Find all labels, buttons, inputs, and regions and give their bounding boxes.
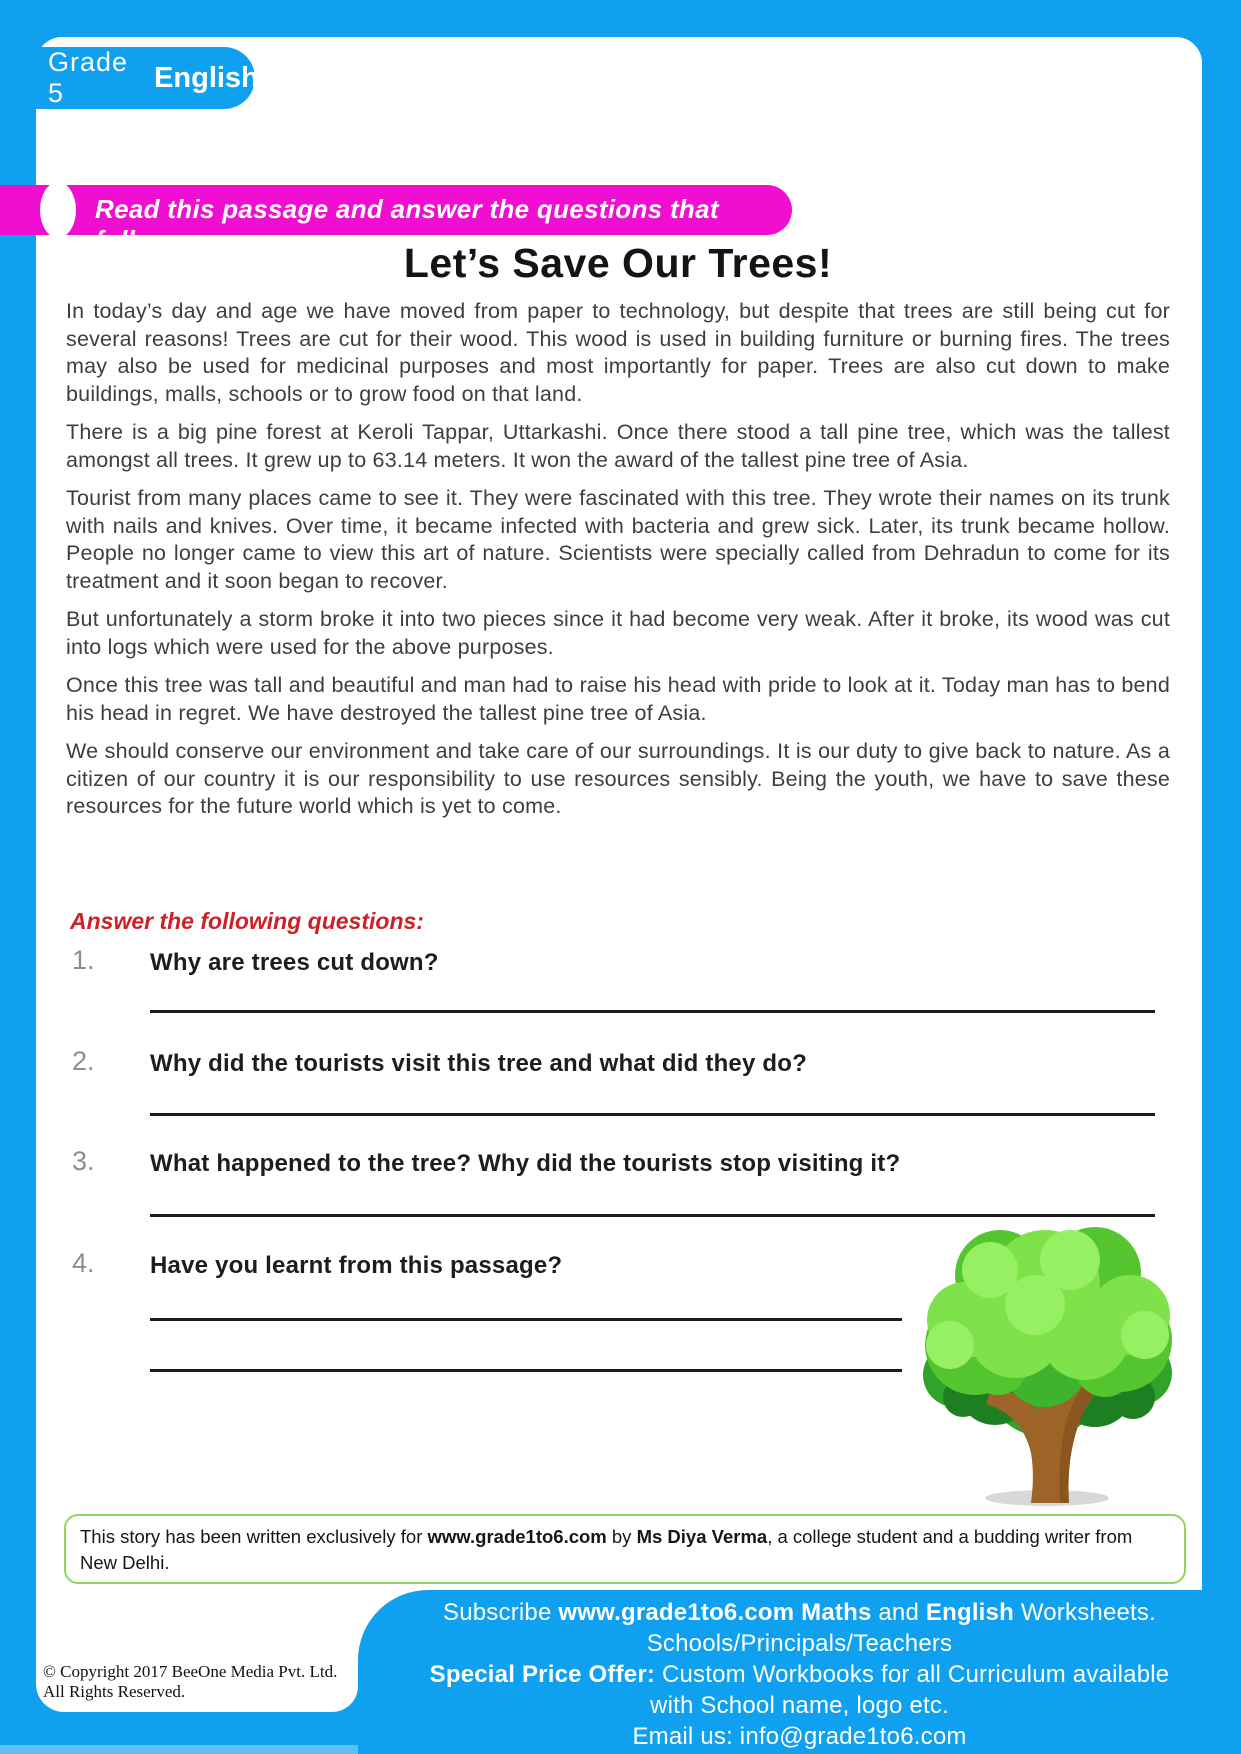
passage-paragraph: But unfortunately a storm broke it into two pieces since it had become very weak. After it broke, its wood was cut into logs which were used for the above purposes.	[66, 607, 1170, 659]
question-number: 4.	[72, 1248, 95, 1278]
footer-site-link: www.grade1to6.com Maths	[558, 1599, 872, 1626]
question-text: Why are trees cut down?	[150, 949, 439, 976]
footer-text-segment: Subscribe	[443, 1599, 559, 1626]
page-title: Let’s Save Our Trees!	[403, 240, 833, 286]
footer-text-segment: Custom Workbooks for all Curriculum available	[655, 1661, 1170, 1688]
answer-line	[150, 1318, 902, 1321]
tree-illustration	[895, 1215, 1195, 1510]
instruction-text: Read this passage and answer the questions that follows.	[95, 194, 719, 255]
footer-offer-line	[358, 1659, 1241, 1690]
grade-label: Grade 5	[48, 47, 129, 108]
passage-paragraph: Tourist from many places came to see it. They were fascinated with this tree. They wrote their names on its trunk with nails and knives. Over time, it became infected with bacteria and grew sick. Later, its trunk became hollow. People no longer came to view this art of nature. Scientists were specially called from Dehradun to come for its treatment and it soon began to recover.	[66, 486, 1170, 593]
question-row	[72, 945, 439, 977]
answer-line	[150, 1113, 1155, 1116]
footer-email-line: Email us: info@grade1to6.com	[632, 1723, 967, 1750]
copyright-line: All Rights Reserved.	[43, 1682, 186, 1701]
passage-paragraph: Once this tree was tall and beautiful and man had to raise his head with pride to look at it. Today man has to bend his head in regret. We have destroyed the tallest pine tree of Asia.	[66, 673, 1170, 725]
question-text: What happened to the tree? Why did the tourists stop visiting it?	[150, 1150, 901, 1177]
answer-line	[150, 1369, 902, 1372]
note-text: by	[606, 1526, 637, 1547]
bottom-edge-strip	[0, 1745, 358, 1754]
question-row	[72, 1248, 562, 1280]
question-text: Have you learnt from this passage?	[150, 1252, 563, 1279]
footer-subscribe-line	[358, 1597, 1241, 1628]
reading-passage	[66, 298, 1170, 832]
copyright-notice	[43, 1662, 353, 1702]
answer-line	[150, 1010, 1155, 1013]
footer-custom-line: with School name, logo etc.	[650, 1692, 949, 1719]
note-text: This story has been written exclusively for	[80, 1526, 428, 1547]
note-author: Ms Diya Verma	[636, 1526, 768, 1547]
note-text: , a college student and a budding writer from New Delhi.	[80, 1526, 1133, 1573]
question-row	[72, 1046, 807, 1078]
footer-text-segment: and	[871, 1599, 926, 1626]
note-site: www.grade1to6.com	[427, 1526, 607, 1547]
footer-audience-line: Schools/Principals/Teachers	[646, 1630, 953, 1657]
questions-heading: Answer the following questions:	[70, 908, 424, 934]
copyright-line: © Copyright 2017 BeeOne Media Pvt. Ltd.	[43, 1662, 338, 1681]
question-number: 2.	[72, 1046, 95, 1076]
footer-offer-label: Special Price Offer:	[429, 1661, 656, 1688]
grade-badge	[0, 47, 259, 109]
question-number: 1.	[72, 945, 95, 975]
banner-oval-icon	[40, 182, 76, 238]
passage-paragraph: In today’s day and age we have moved from paper to technology, but despite that trees are still being cut for several reasons! Trees are cut for their wood. This wood is used in building furniture or burning fires. The trees may also be used for medicinal purposes and most importantly for paper. Trees are also cut down to make buildings, malls, schools or to grow food on that land.	[66, 299, 1170, 406]
question-text: Why did the tourists visit this tree and what did they do?	[150, 1050, 807, 1077]
footer-text-segment: English	[925, 1599, 1014, 1626]
passage-paragraph: There is a big pine forest at Keroli Tappar, Uttarkashi. Once there stood a tall pine tree, which was the tallest amongst all trees. It grew up to 63.14 meters. It won the award of the tallest pine tree of Asia.	[66, 420, 1170, 472]
story-credit-note	[64, 1514, 1186, 1584]
footer-promo	[358, 1597, 1241, 1752]
question-number: 3.	[72, 1146, 95, 1176]
passage-paragraph: We should conserve our environment and take care of our surroundings. It is our duty to give back to nature. As a citizen of our country it is our responsibility to use resources sensibly. Being the youth, we have to save these resources for the future world which is yet to come.	[66, 739, 1170, 818]
footer-text-segment: Worksheets.	[1013, 1599, 1156, 1626]
instruction-banner	[0, 185, 792, 255]
subject-label: English	[154, 61, 259, 94]
question-row	[72, 1146, 900, 1178]
